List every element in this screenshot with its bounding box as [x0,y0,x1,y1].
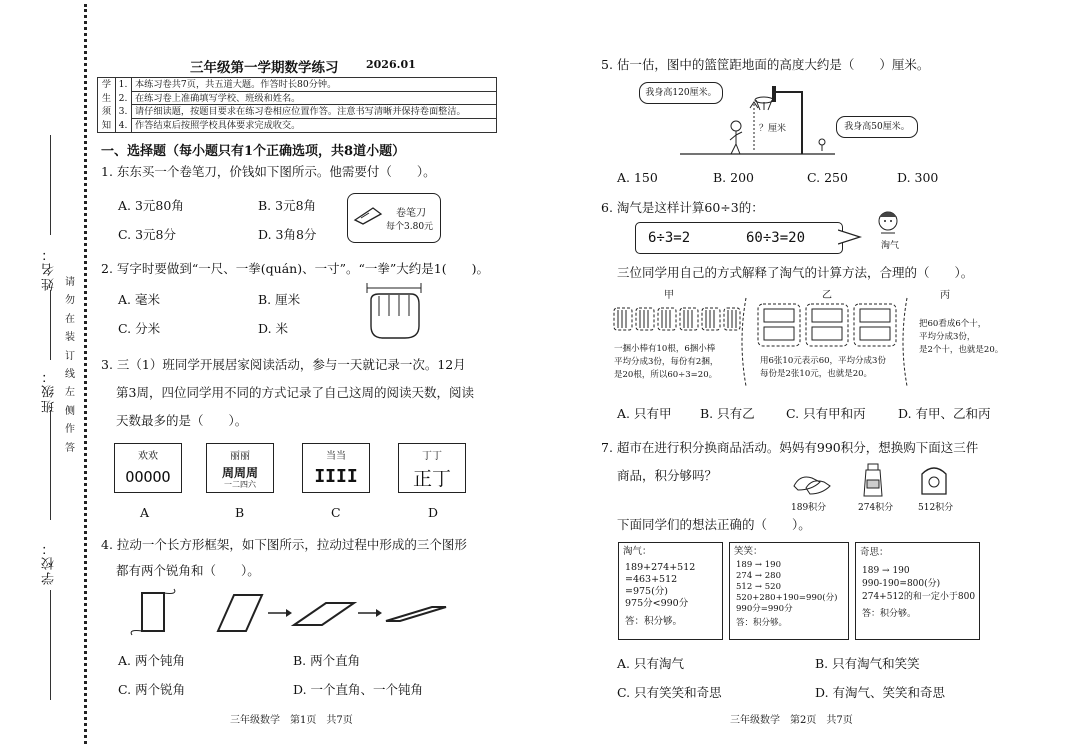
q5-option-b: B. 200 [713,170,754,185]
price-tag-price: 每个3.80元 [386,222,434,232]
q3-option-b: B [235,505,245,520]
fist-icon [365,282,423,342]
warning-char: 作 [65,424,75,436]
q2-stem: 2. 写字时要做到“一尺、一拳(quán)、一寸”。“一拳”大约是1( )。 [101,261,489,276]
q4-stem-2: 都有两个锐角和（ ）。 [116,563,260,578]
q2-option-c: C. 分米 [118,321,161,336]
record-name: 当当 [326,451,346,462]
money-groups [756,302,898,350]
q3-option-a: A [140,505,150,520]
q3-option-d: D [428,505,439,520]
exam-date: 2026.01 [366,58,416,71]
warning-char: 在 [65,313,75,325]
q1-option-a: A. 3元80角 [118,198,184,213]
q2-option-a: A. 毫米 [118,292,160,307]
notice-side: 学 生 须 知 [98,78,116,132]
q6-option-b: B. 只有乙 [700,406,755,421]
q7-stem-2: 商品，积分够吗？ [617,468,718,483]
q6-option-c: C. 只有甲和丙 [786,406,866,421]
q4-option-a: A. 两个钝角 [118,653,185,668]
q5-height-mark: ？厘米 [759,124,787,134]
q7-stem-1: 7. 超市在进行积分换商品活动。妈妈有990积分，想换购下面这三件 [601,440,979,455]
q7-taoqi-title: 淘气： [623,546,652,557]
warning-char: 答 [65,442,75,454]
q7-xiaoxiao-box [729,542,849,640]
record-name: 欢欢 [138,451,158,462]
price-tag [347,193,441,243]
record-card-c [302,443,370,493]
q1-option-b: B. 3元8角 [258,198,317,213]
warning-char: 请 [65,277,75,288]
q6-calc-2: 60÷3=20 [746,230,806,246]
q2-option-d: D. 米 [258,321,289,336]
record-name: 丽丽 [230,451,250,462]
q6-option-d: D. 有甲、乙和丙 [898,406,991,421]
section-title: 一、选择题（每小题只有1个正确选项，共8道小题） [101,144,406,159]
q7-option-d: D. 有淘气、笑笑和奇思 [815,685,946,700]
q7-taoqi-work: 189+274+512 =463+512 =975(分) 975分<990分 答：积分够。 [625,562,696,627]
q6-speaker: 淘气 [881,241,900,251]
price-tag-name: 卷笔刀 [396,208,426,219]
record-mark: OOOOO [125,468,171,486]
frame-diagram [118,585,458,643]
q1-option-d: D. 3角8分 [258,227,317,242]
footer-left: 三年级数学 第1页 共7页 [230,715,353,726]
school-label: 学校： [42,540,57,585]
q3-stem-2: 第3周，四位同学用不同的方式记录了自己这周的阅读天数，阅读 [116,385,474,400]
q5-option-a: A. 150 [617,170,658,185]
q5-bubble-2: 我身高50厘米。 [836,116,918,138]
q3-option-c: C [331,505,341,520]
q1-option-c: C. 3元8分 [118,227,176,242]
q7-xiaoxiao-title: 笑笑： [734,546,763,557]
q5-stem: 5. 估一估，图中的篮筐距地面的高度大约是（ ）厘米。 [601,57,930,72]
q7-points-2: 274积分 [858,503,894,513]
q1-stem: 1. 东东买一个卷笔刀，价钱如下图所示。他需要付（ ）。 [101,164,436,179]
warning-char: 线 [65,369,75,381]
q6-yi-text: 用6张10元表示60，平均分成3份 每份是2张10元，也就是20。 [760,356,886,379]
q4-option-d: D. 一个直角、一个钝角 [293,682,424,697]
q5-option-d: D. 300 [897,170,939,185]
warning-char: 左 [65,387,75,399]
q3-stem-1: 3. 三（1）班同学开展居家阅读活动，参与一天就记录一次。12月 [101,357,466,372]
q4-option-c: C. 两个锐角 [118,682,186,697]
class-label: 班级： [42,368,57,413]
q7-option-b: B. 只有淘气和笑笑 [815,656,920,671]
warning-char: 装 [65,332,75,344]
q6-label-yi: 乙 [822,290,832,301]
slippers-icon [790,468,832,496]
warning-char: 侧 [65,405,75,417]
record-mark: 正丁 [412,468,451,490]
q4-option-b: B. 两个直角 [293,653,361,668]
taoqi-avatar-icon [873,207,903,237]
q7-option-a: A. 只有淘气 [617,656,684,671]
record-card-a [114,443,182,493]
name-line-2 [50,290,51,360]
q7-points-1: 189积分 [791,503,827,513]
name-line [50,135,51,235]
q6-stem: 6. 淘气是这样计算60÷3的： [601,200,764,215]
q7-qisi-title: 奇思： [860,547,889,558]
divider-2 [897,296,911,388]
sharpener-icon [353,204,383,226]
record-card-d [398,443,466,493]
record-mark: 周周周 [221,466,258,480]
warning-char: 订 [65,350,75,362]
record-mark-2: 一二四六 [224,480,256,489]
class-line [50,410,51,520]
q4-stem-1: 4. 拉动一个长方形框架，如下图所示，拉动过程中形成的三个图形 [101,537,467,552]
footer-right: 三年级数学 第2页 共7页 [730,715,853,726]
q6-label-jia: 甲 [664,290,674,301]
q7-points-3: 512积分 [918,503,954,513]
school-line [50,590,51,700]
record-card-b [206,443,274,493]
binding-dotted-line [84,4,87,744]
notice-rows: 本练习卷共7页，共五道大题。作答时长80分钟。 在练习卷上准确填写学校、班级和姓名。 请仔细读题，按题目要求在练习卷相应位置作答。注意书写清晰并保持卷面整洁。 作答结束后按照学校具体要求完成收交。 [132,78,496,132]
notice-nums: 1. 2. 3. 4. [115,78,132,132]
bottle-icon [860,462,886,498]
stick-bundles [612,300,742,340]
warning-char: 勿 [65,295,75,307]
q2-option-b: B. 厘米 [258,292,301,307]
q5-option-c: C. 250 [807,170,848,185]
q7-qisi-box [855,542,980,640]
q6-stem-2: 三位同学用自己的方式解释了淘气的计算方法，合理的（ ）。 [617,265,974,280]
page-title: 三年级第一学期数学练习 [190,60,339,76]
q7-qisi-work: 189 → 190 990-190=800(分) 274+512的和一定小于800 答：积分够。 [862,566,976,619]
name-label: 姓名： [42,246,57,291]
q6-calc-1: 6÷3=2 [648,230,691,246]
binding-warning [63,274,77,458]
q7-taoqi-box [618,542,723,640]
q6-label-bing: 丙 [940,290,950,301]
q7-stem-3: 下面同学们的想法正确的（ ）。 [617,517,811,532]
q6-bing-text: 把60看成6个十， 平均分成3份， 是2个十，也就是20。 [919,319,1004,355]
q5-bubble-1: 我身高120厘米。 [639,82,723,104]
record-mark: IIII [314,466,358,487]
q7-option-c: C. 只有笑笑和奇思 [617,685,722,700]
q6-option-a: A. 只有甲 [617,406,672,421]
rice-cooker-icon [918,460,950,498]
bubble-tail [838,226,862,248]
divider-1 [736,296,750,388]
q7-xiaoxiao-work: 189 → 190 274 → 280 512 → 520 520+280+190=990(分) 990分=990分 答：积分够。 [736,560,838,628]
record-name: 丁丁 [422,451,442,462]
notice-box [97,77,497,133]
q6-jia-text: 一捆小棒有10根，6捆小棒 平均分成3份，每份有2捆， 是20根，所以60÷3=20。 [614,344,719,380]
q3-stem-3: 天数最多的是（ ）。 [116,413,248,428]
q6-calc-box [635,222,843,254]
